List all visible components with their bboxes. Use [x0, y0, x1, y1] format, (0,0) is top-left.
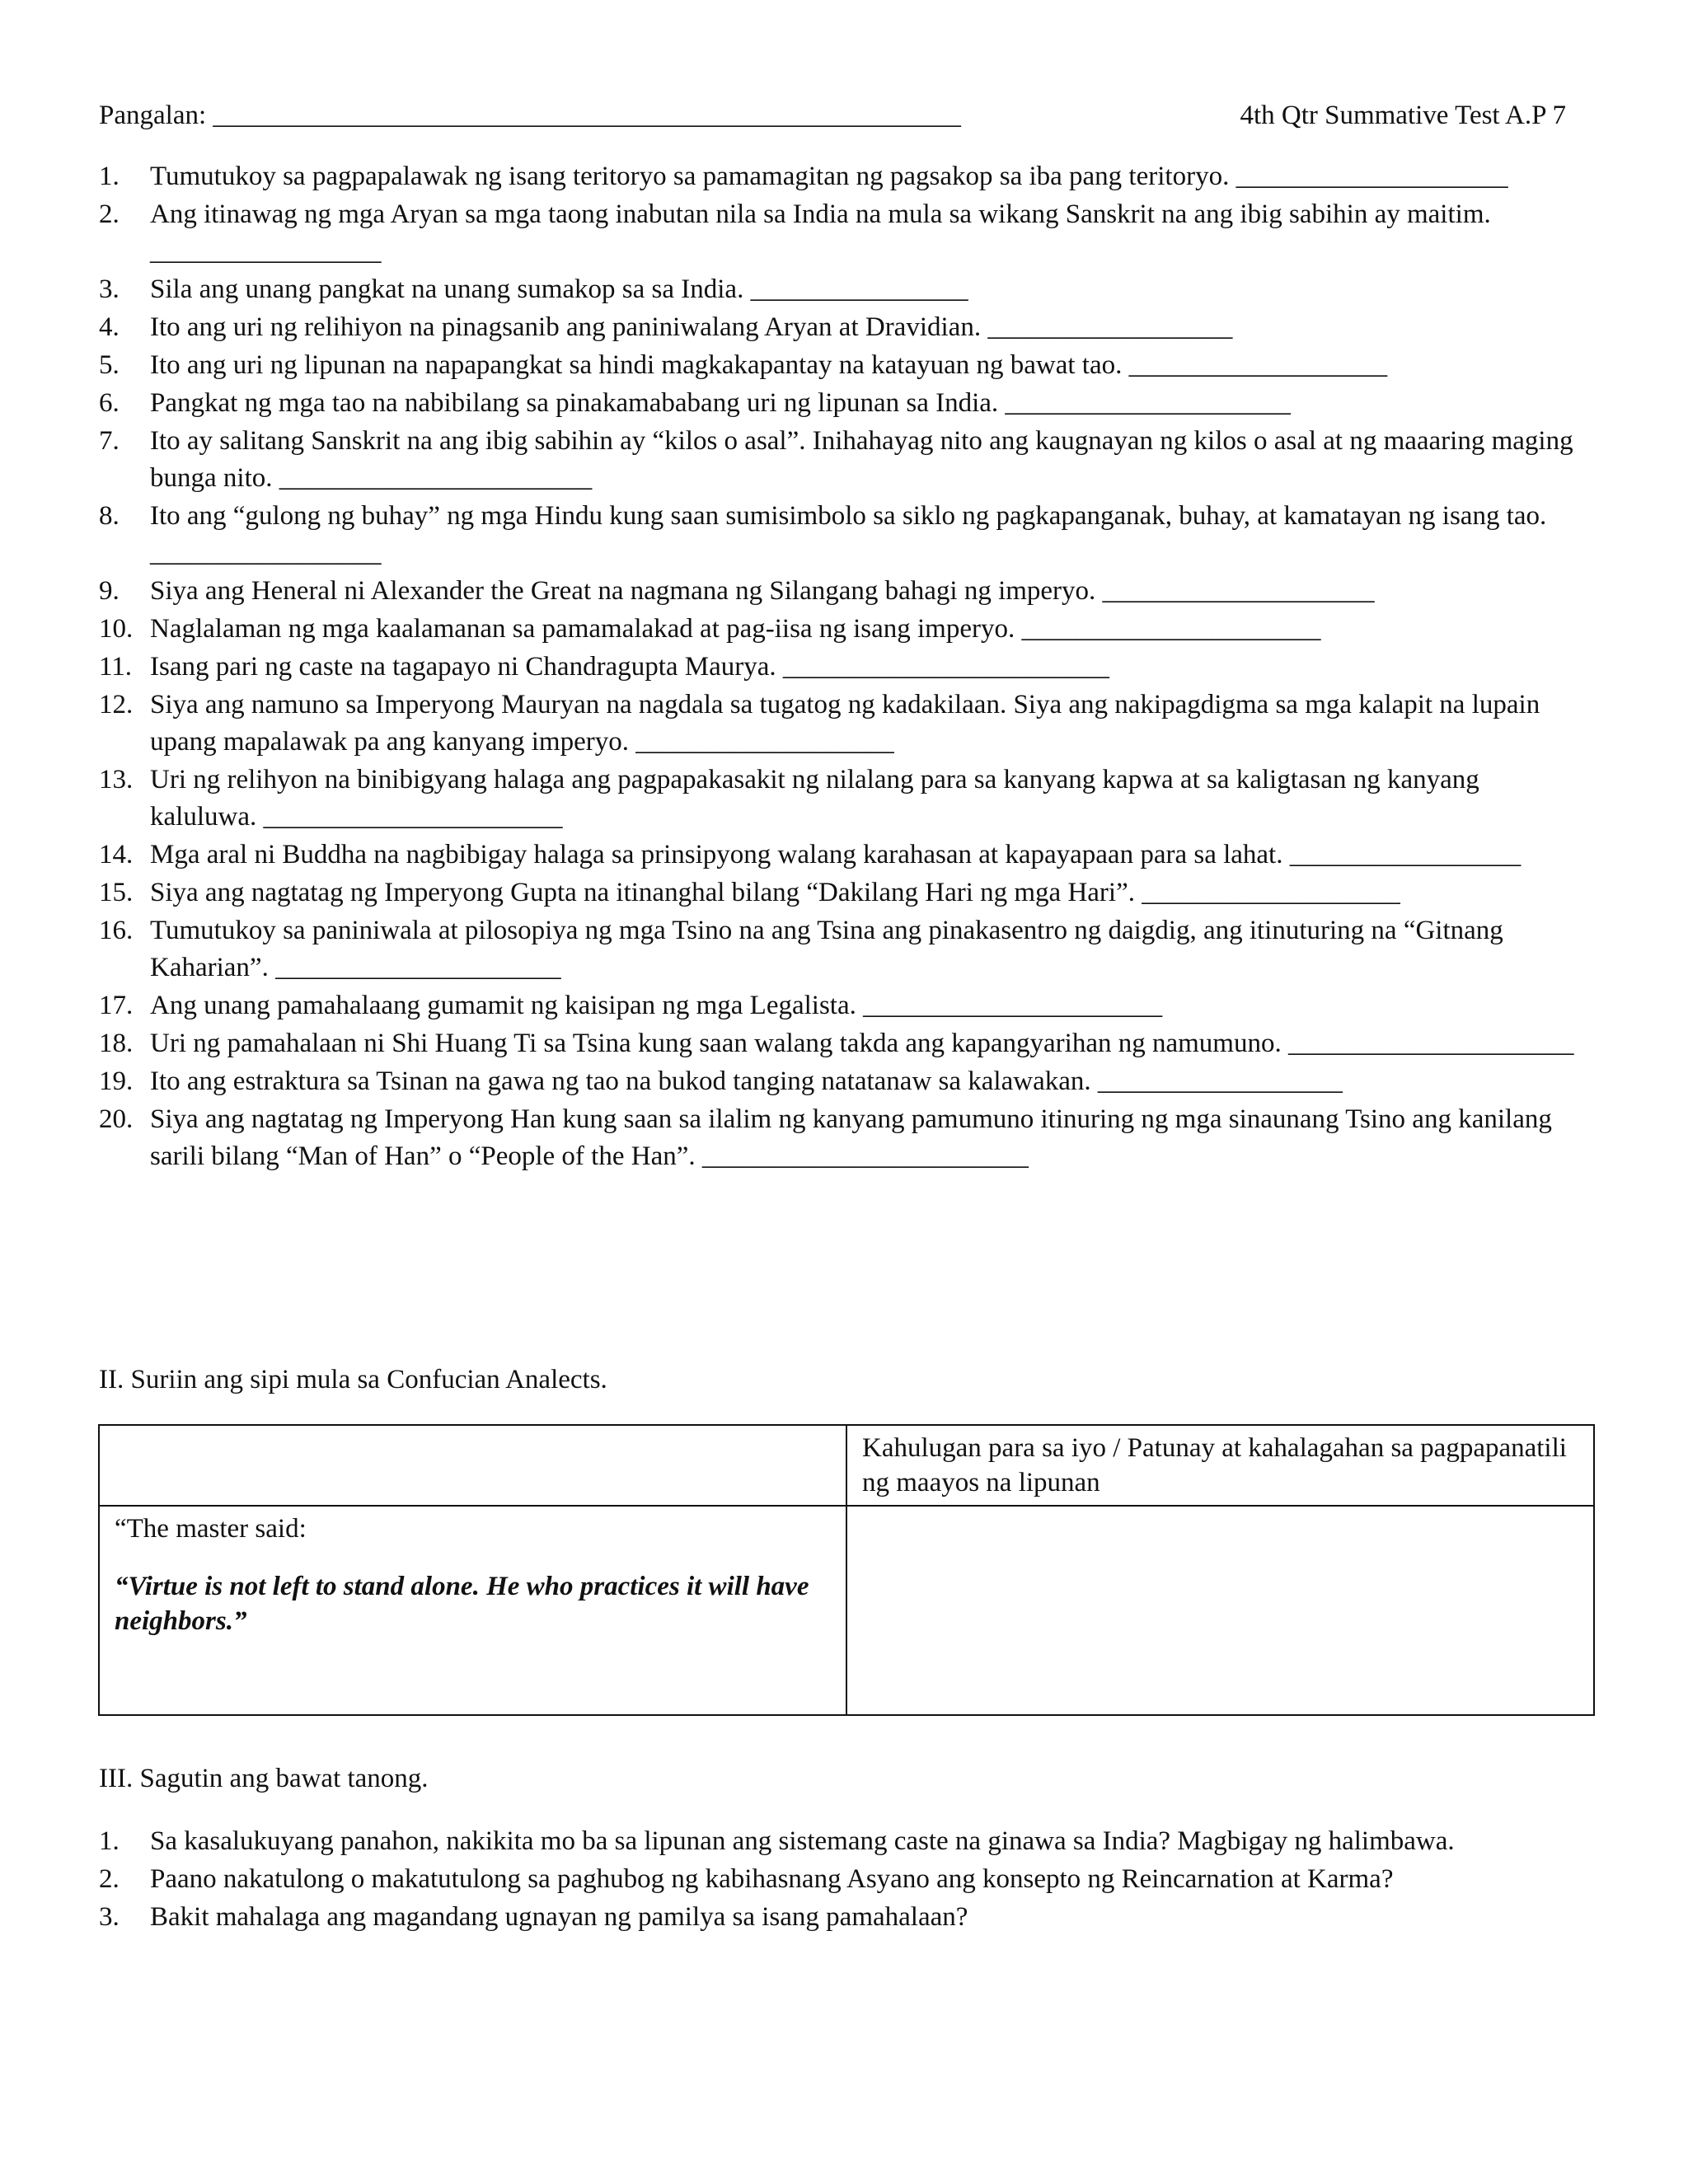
name-line: Pangalan: _______________________________________________________	[99, 101, 961, 130]
question-text: Siya ang nagtatag ng Imperyong Han kung saan sa ilalim ng kanyang pamumuno itinuring ng mga sinaunang Tsino ang kanilang sarili bilang “Man of Han” o “People of the Han”. ________________________	[150, 1104, 1552, 1171]
question-item	[99, 498, 1582, 572]
question-text: Siya ang Heneral ni Alexander the Great na nagmana ng Silangang bahagi ng imperyo. ____________________	[150, 576, 1375, 606]
essay-question-list	[99, 1823, 1582, 1937]
question-item	[99, 874, 1582, 912]
question-text: Isang pari ng caste na tagapayo ni Chandragupta Maurya. ________________________	[150, 652, 1109, 682]
question-item	[99, 271, 1582, 308]
question-number: 10.	[99, 614, 134, 644]
quote-cell	[99, 1506, 846, 1715]
question-number: 3.	[99, 274, 120, 304]
question-item	[99, 309, 1582, 346]
section-iii-heading: III. Sagutin ang bawat tanong.	[99, 1764, 429, 1793]
question-text: Bakit mahalaga ang magandang ugnayan ng pamilya sa isang pamahalaan?	[150, 1902, 968, 1932]
question-number: 2.	[99, 199, 120, 229]
question-number: 18.	[99, 1029, 134, 1058]
question-number: 4.	[99, 312, 120, 342]
question-text: Pangkat ng mga tao na nabibilang sa pinakamababang uri ng lipunan sa India. _____________________	[150, 388, 1291, 418]
question-item	[99, 611, 1582, 648]
question-text: Naglalaman ng mga kaalamanan sa pamamalakad at pag-iisa ng isang imperyo. ______________________	[150, 614, 1321, 644]
question-number: 20.	[99, 1104, 134, 1134]
question-number: 2.	[99, 1864, 120, 1894]
question-number: 16.	[99, 916, 134, 945]
question-text: Ito ay salitang Sanskrit na ang ibig sabihin ay “kilos o asal”. Inihahayag nito ang kaugnayan ng kilos o asal at ng maaaring maging bunga nito. _______________________	[150, 426, 1573, 493]
question-item	[99, 1101, 1582, 1175]
question-text: Ang unang pamahalaang gumamit ng kaisipan ng mga Legalista. ______________________	[150, 991, 1163, 1020]
table-header-row	[99, 1425, 1594, 1506]
question-number: 13.	[99, 765, 134, 794]
question-item	[99, 987, 1582, 1024]
question-number: 17.	[99, 991, 134, 1020]
question-text: Paano nakatulong o makatutulong sa paghubog ng kabihasnang Asyano ang konsepto ng Reincarnation at Karma?	[150, 1864, 1394, 1894]
question-item	[99, 158, 1582, 195]
essay-question	[99, 1861, 1582, 1898]
question-item	[99, 837, 1582, 874]
question-item	[99, 1063, 1582, 1100]
question-item	[99, 912, 1582, 987]
question-text: Tumutukoy sa pagpapalawak ng isang teritoryo sa pamamagitan ng pagsakop sa iba pang teritoryo. ____________________	[150, 162, 1508, 191]
question-number: 6.	[99, 388, 120, 418]
essay-question	[99, 1899, 1582, 1936]
question-text: Ang itinawag ng mga Aryan sa mga taong inabutan nila sa India na mula sa wikang Sanskrit na ang ibig sabihin ay maitim. _________________	[150, 199, 1491, 266]
question-item	[99, 687, 1582, 761]
question-item	[99, 196, 1582, 270]
question-text: Ito ang estraktura sa Tsinan na gawa ng tao na bukod tanging natatanaw sa kalawakan. __________________	[150, 1066, 1343, 1096]
question-text: Uri ng relihyon na binibigyang halaga ang pagpapakasakit ng nilalang para sa kanyang kapwa at sa kaligtasan ng kanyang kaluluwa. ______________________	[150, 765, 1479, 832]
question-item	[99, 573, 1582, 610]
question-text: Ito ang “gulong ng buhay” ng mga Hindu kung saan sumisimbolo sa siklo ng pagkapanganak, buhay, at kamatayan ng isang tao. _________________	[150, 501, 1547, 568]
question-text: Siya ang nagtatag ng Imperyong Gupta na itinanghal bilang “Dakilang Hari ng mga Hari”. ___________________	[150, 878, 1400, 907]
essay-question	[99, 1823, 1582, 1860]
test-title: 4th Qtr Summative Test A.P 7	[1240, 101, 1566, 130]
quote-text: “Virtue is not left to stand alone. He who practices it will have neighbors.”	[115, 1572, 809, 1636]
table-header-left	[99, 1425, 846, 1506]
answer-cell[interactable]	[846, 1506, 1594, 1715]
question-item	[99, 423, 1582, 497]
question-item	[99, 762, 1582, 836]
question-text: Sa kasalukuyang panahon, nakikita mo ba sa lipunan ang sistemang caste na ginawa sa India? Magbigay ng halimbawa.	[150, 1826, 1455, 1856]
question-number: 14.	[99, 840, 134, 869]
question-text: Siya ang namuno sa Imperyong Mauryan na nagdala sa tugatog ng kadakilaan. Siya ang nakipagdigma sa mga kalapit na lupain upang mapalawak pa ang kanyang imperyo. ___________________	[150, 690, 1540, 757]
analects-table	[98, 1424, 1595, 1716]
question-number: 19.	[99, 1066, 134, 1096]
question-number: 12.	[99, 690, 134, 719]
quote-intro: “The master said:	[115, 1514, 307, 1544]
question-text: Ito ang uri ng relihiyon na pinagsanib ang paniniwalang Aryan at Dravidian. __________________	[150, 312, 1233, 342]
question-number: 1.	[99, 1826, 120, 1856]
question-item	[99, 1025, 1582, 1062]
table-row	[99, 1506, 1594, 1715]
question-text: Ito ang uri ng lipunan na napapangkat sa hindi magkakapantay na katayuan ng bawat tao. ___________________	[150, 350, 1388, 380]
question-text: Tumutukoy sa paniniwala at pilosopiya ng mga Tsino na ang Tsina ang pinakasentro ng daigdig, ang itinuturing na “Gitnang Kaharian”. _____________________	[150, 916, 1503, 982]
question-item	[99, 649, 1582, 686]
question-number: 7.	[99, 426, 120, 456]
table-header-right: Kahulugan para sa iyo / Patunay at kahalagahan sa pagpapanatili ng maayos na lipunan	[846, 1425, 1594, 1506]
question-number: 3.	[99, 1902, 120, 1932]
question-number: 9.	[99, 576, 120, 606]
question-number: 8.	[99, 501, 120, 531]
section-ii-heading: II. Suriin ang sipi mula sa Confucian Analects.	[99, 1365, 607, 1394]
question-item	[99, 347, 1582, 384]
worksheet-header	[99, 97, 1566, 134]
question-number: 11.	[99, 652, 133, 682]
question-item	[99, 385, 1582, 422]
question-number: 5.	[99, 350, 120, 380]
question-number: 15.	[99, 878, 134, 907]
question-text: Uri ng pamahalaan ni Shi Huang Ti sa Tsina kung saan walang takda ang kapangyarihan ng namumuno. _____________________	[150, 1029, 1574, 1058]
identification-list	[99, 158, 1582, 1176]
question-number: 1.	[99, 162, 120, 191]
question-text: Sila ang unang pangkat na unang sumakop sa sa India. ________________	[150, 274, 968, 304]
question-text: Mga aral ni Buddha na nagbibigay halaga sa prinsipyong walang karahasan at kapayapaan para sa lahat. _________________	[150, 840, 1522, 869]
